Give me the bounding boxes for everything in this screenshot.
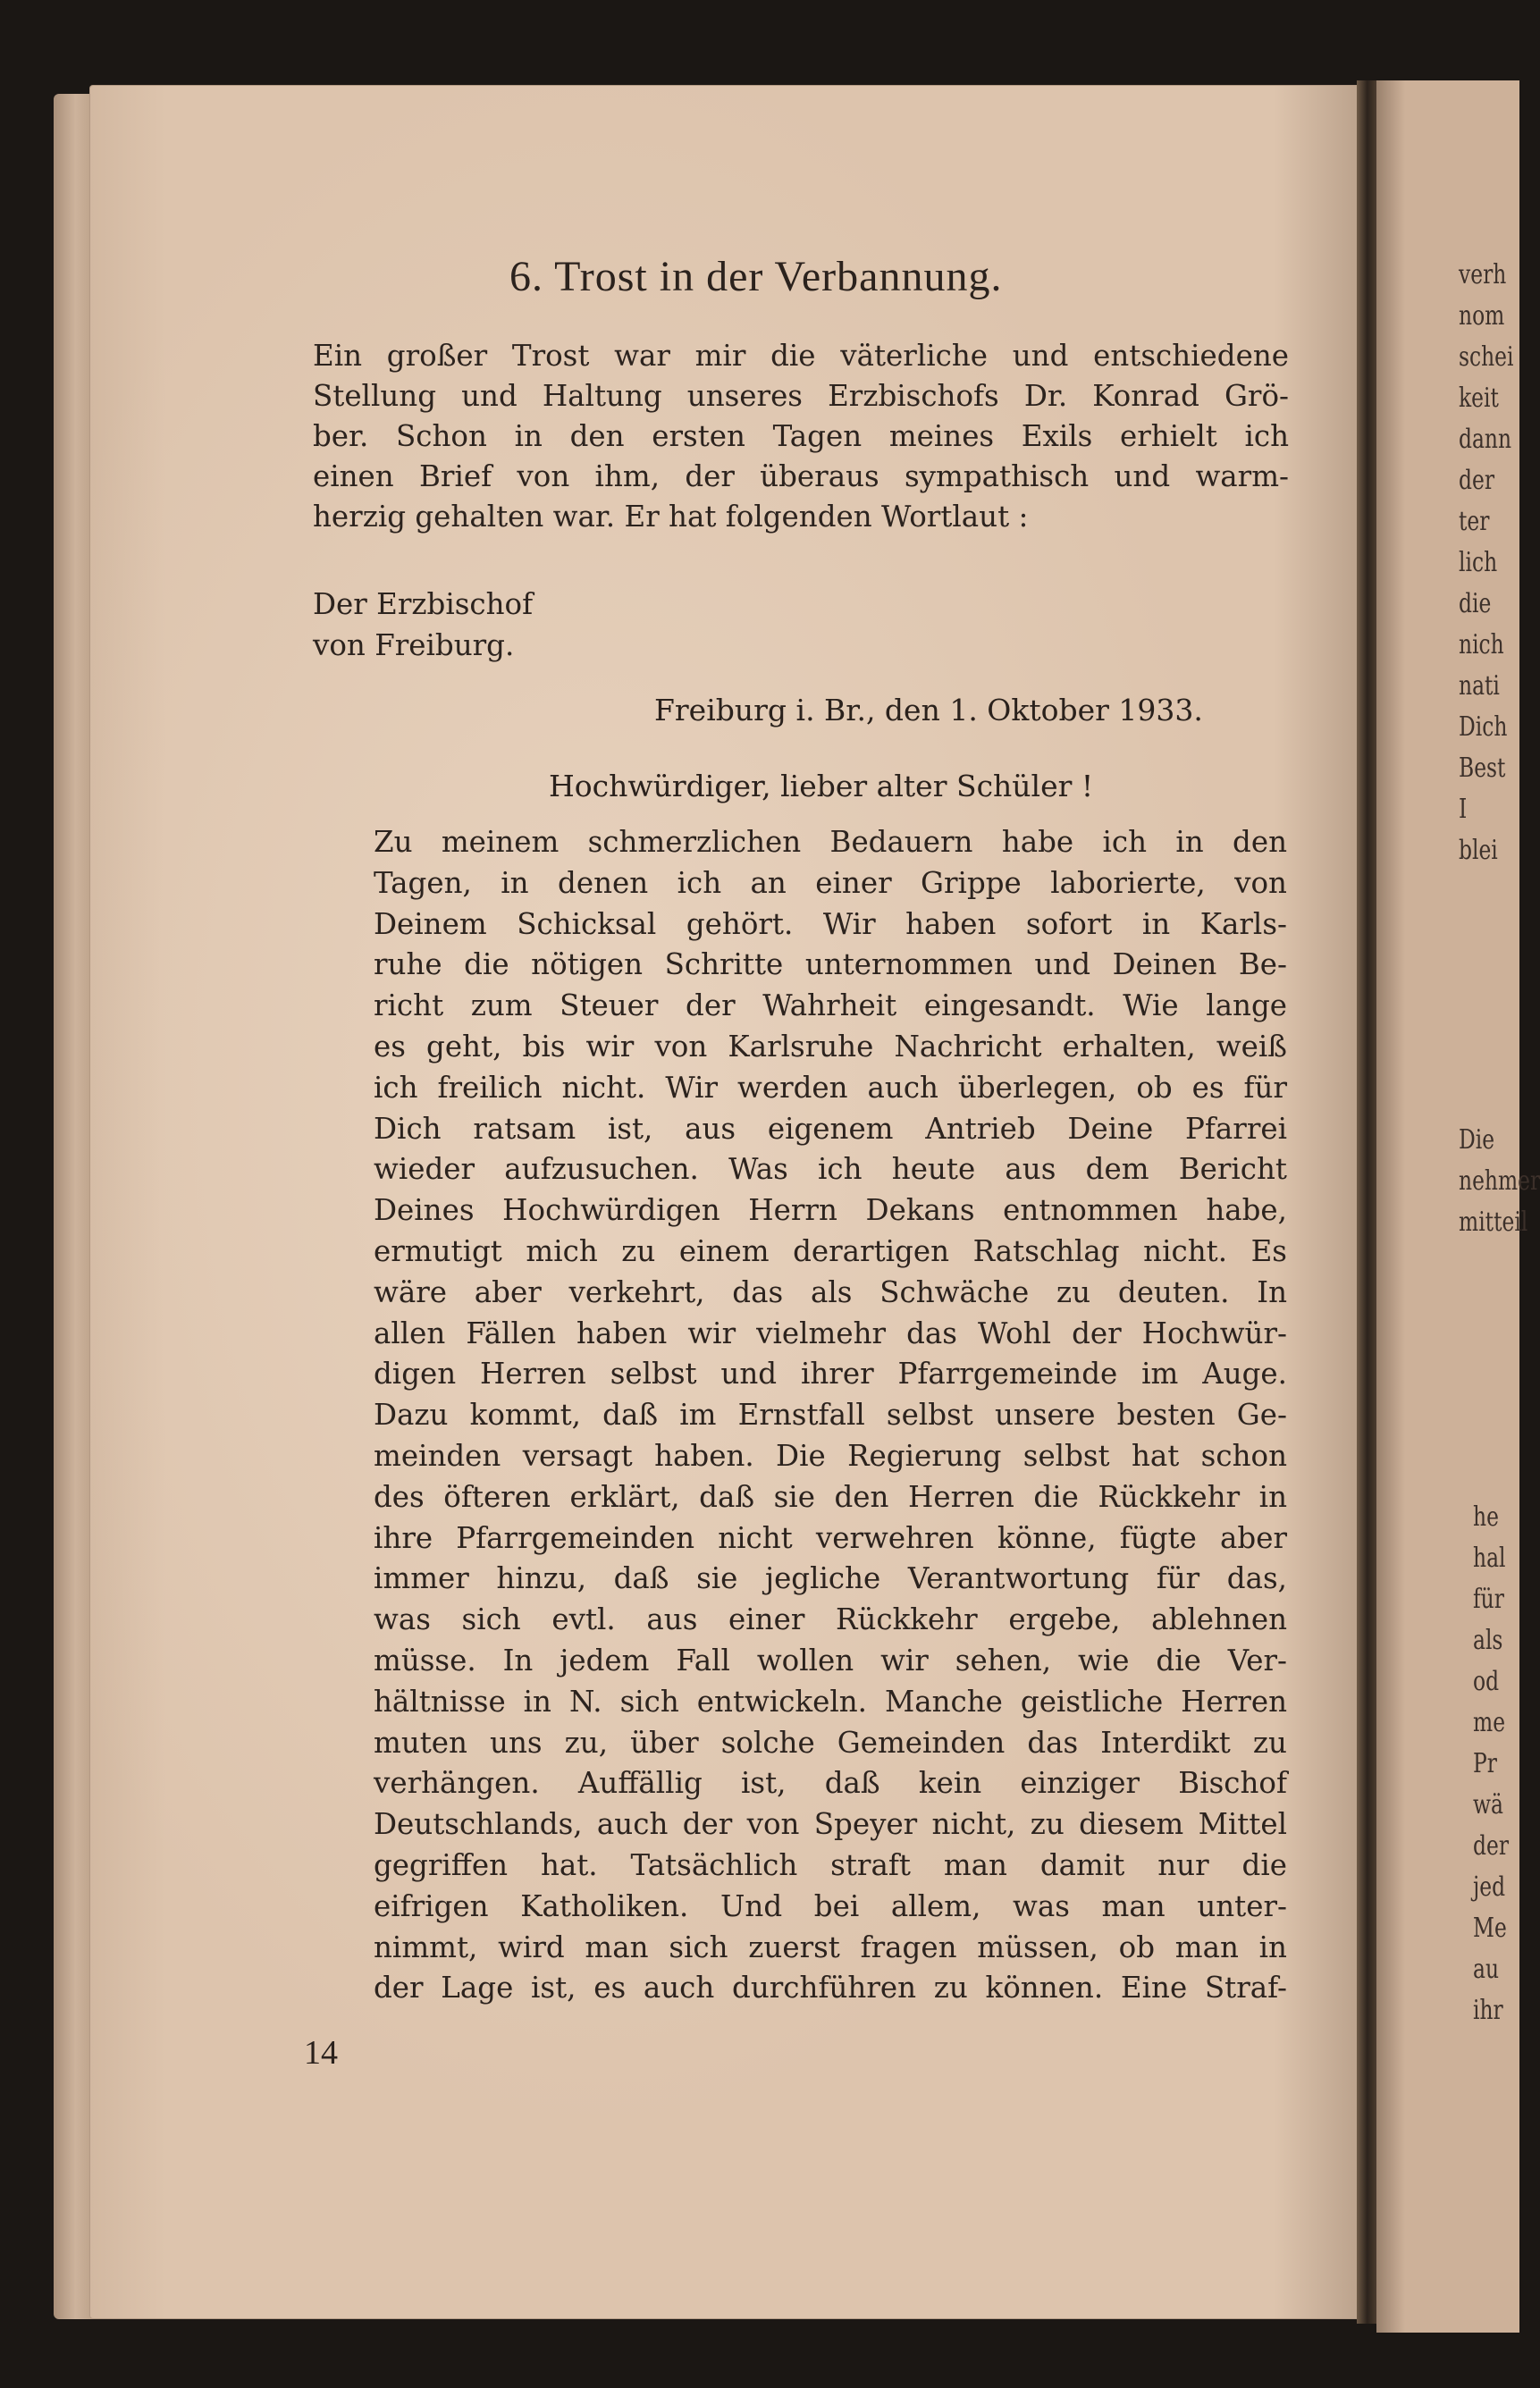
letter-line: es geht, bis wir von Karlsruhe Nachricht erhalten, weiß — [374, 1030, 1287, 1064]
facing-page — [1376, 80, 1540, 2333]
facing-page-fragment: verh — [1459, 259, 1507, 290]
letter-date: Freiburg i. Br., den 1. Oktober 1933. — [654, 693, 1203, 727]
facing-page-fragment: Die — [1459, 1124, 1495, 1156]
intro-line: herzig gehalten war. Er hat folgenden Wortlaut : — [313, 500, 1029, 534]
chapter-heading: 6. Trost in der Verbannung. — [509, 253, 1003, 300]
intro-line: Ein großer Trost war mir die väterliche und entschiedene — [313, 339, 1289, 373]
intro-line: Stellung und Haltung unseres Erzbischofs Dr. Konrad Grö- — [313, 379, 1289, 413]
letter-salutation: Hochwürdiger, lieber alter Schüler ! — [549, 769, 1094, 803]
letter-line: verhängen. Auffällig ist, daß kein einziger Bischof — [374, 1766, 1287, 1801]
facing-page-fragment: dann — [1459, 424, 1512, 455]
intro-line: einen Brief von ihm, der überaus sympathisch und warm- — [313, 459, 1289, 493]
facing-page-fragment: nom — [1459, 300, 1505, 332]
facing-page-fragment: I — [1459, 794, 1468, 825]
facing-page-fragment: Pr — [1473, 1748, 1497, 1779]
letter-line: ich freilich nicht. Wir werden auch überlegen, ob es für — [374, 1070, 1287, 1105]
facing-page-fragment: Dich — [1459, 711, 1508, 743]
facing-page-fragment: wä — [1473, 1789, 1503, 1820]
letter-line: Deutschlands, auch der von Speyer nicht, zu diesem Mittel — [374, 1807, 1287, 1842]
letter-line: ihre Pfarrgemeinden nicht verwehren könne, fügte aber — [374, 1520, 1287, 1555]
letter-line: hältnisse in N. sich entwickeln. Manche geistliche Herren — [374, 1684, 1287, 1719]
letter-line: muten uns zu, über solche Gemeinden das Interdikt zu — [374, 1725, 1287, 1760]
facing-page-fragment: he — [1473, 1501, 1499, 1533]
intro-line: ber. Schon in den ersten Tagen meines Exils erhielt ich — [313, 419, 1289, 453]
facing-page-fragment: die — [1459, 588, 1492, 619]
facing-page-fragment: mitteil — [1459, 1207, 1528, 1238]
letter-line: Dich ratsam ist, aus eigenem Antrieb Deine Pfarrei — [374, 1111, 1287, 1146]
facing-page-fragment: au — [1473, 1954, 1500, 1985]
letter-line: wäre aber verkehrt, das als Schwäche zu deuten. In — [374, 1274, 1287, 1309]
facing-page-fragment: lich — [1459, 547, 1498, 578]
letter-line: ruhe die nötigen Schritte unternommen und Deinen Be- — [374, 947, 1287, 982]
facing-page-fragment: me — [1473, 1707, 1506, 1738]
facing-page-fragment: nich — [1459, 629, 1504, 660]
letter-line: digen Herren selbst und ihrer Pfarrgemeinde im Auge. — [374, 1357, 1287, 1392]
letter-line: nimmt, wird man sich zuerst fragen müssen, ob man in — [374, 1930, 1287, 1964]
facing-page-fragment: nati — [1459, 670, 1500, 702]
letter-line: Zu meinem schmerzlichen Bedauern habe ich in den — [374, 825, 1287, 859]
page-number: 14 — [304, 2034, 338, 2072]
facing-page-fragment: Best — [1459, 753, 1506, 784]
letter-line: Deines Hochwürdigen Herrn Dekans entnommen habe, — [374, 1193, 1287, 1228]
letter-line: der Lage ist, es auch durchführen zu können. Eine Straf- — [374, 1971, 1287, 2005]
letter-line: müsse. In jedem Fall wollen wir sehen, wie die Ver- — [374, 1644, 1287, 1677]
facing-page-fragment: als — [1473, 1625, 1503, 1656]
sender-line: von Freiburg. — [313, 628, 515, 662]
letter-line: Deinem Schicksal gehört. Wir haben sofort in Karls- — [374, 906, 1287, 941]
facing-page-fragment: der — [1473, 1830, 1510, 1862]
letter-line: des öfteren erklärt, daß sie den Herren die Rückkehr in — [374, 1479, 1287, 1514]
facing-page-fragment: für — [1473, 1584, 1504, 1615]
letter-line: gegriffen hat. Tatsächlich straft man damit nur die — [374, 1848, 1287, 1882]
letter-line: immer hinzu, daß sie jegliche Verantwortung für das, — [374, 1561, 1287, 1596]
letter-line: eifrigen Katholiken. Und bei allem, was man unter- — [374, 1888, 1287, 1923]
facing-page-fragment: jed — [1473, 1871, 1506, 1903]
facing-page-fragment: ter — [1459, 506, 1490, 537]
letter-line: Tagen, in denen ich an einer Grippe laborierte, von — [374, 865, 1287, 900]
letter-line: meinden versagt haben. Die Regierung selbst hat schon — [374, 1439, 1287, 1473]
facing-page-fragment: nehmer — [1459, 1165, 1540, 1197]
letter-line: allen Fällen haben wir vielmehr das Wohl der Hochwür- — [374, 1316, 1287, 1350]
letter-line: Dazu kommt, daß im Ernstfall selbst unsere besten Ge- — [374, 1398, 1287, 1433]
letter-line: wieder aufzusuchen. Was ich heute aus dem Bericht — [374, 1152, 1287, 1187]
facing-page-fragment: keit — [1459, 383, 1499, 414]
facing-page-fragment: ihr — [1473, 1995, 1503, 2026]
facing-page-fragment: od — [1473, 1666, 1500, 1697]
sender-line: Der Erzbischof — [313, 587, 534, 621]
letter-line: ermutigt mich zu einem derartigen Ratschlag nicht. Es — [374, 1234, 1287, 1268]
letter-line: was sich evtl. aus einer Rückkehr ergebe, ablehnen — [374, 1602, 1287, 1637]
facing-page-fragment: schei — [1459, 341, 1514, 373]
letter-line: richt zum Steuer der Wahrheit eingesandt. Wie lange — [374, 988, 1287, 1023]
facing-page-fragment: blei — [1459, 835, 1498, 866]
facing-page-fragment: der — [1459, 465, 1495, 496]
facing-page-fragment: Me — [1473, 1913, 1507, 1944]
facing-page-fragment: hal — [1473, 1543, 1506, 1574]
